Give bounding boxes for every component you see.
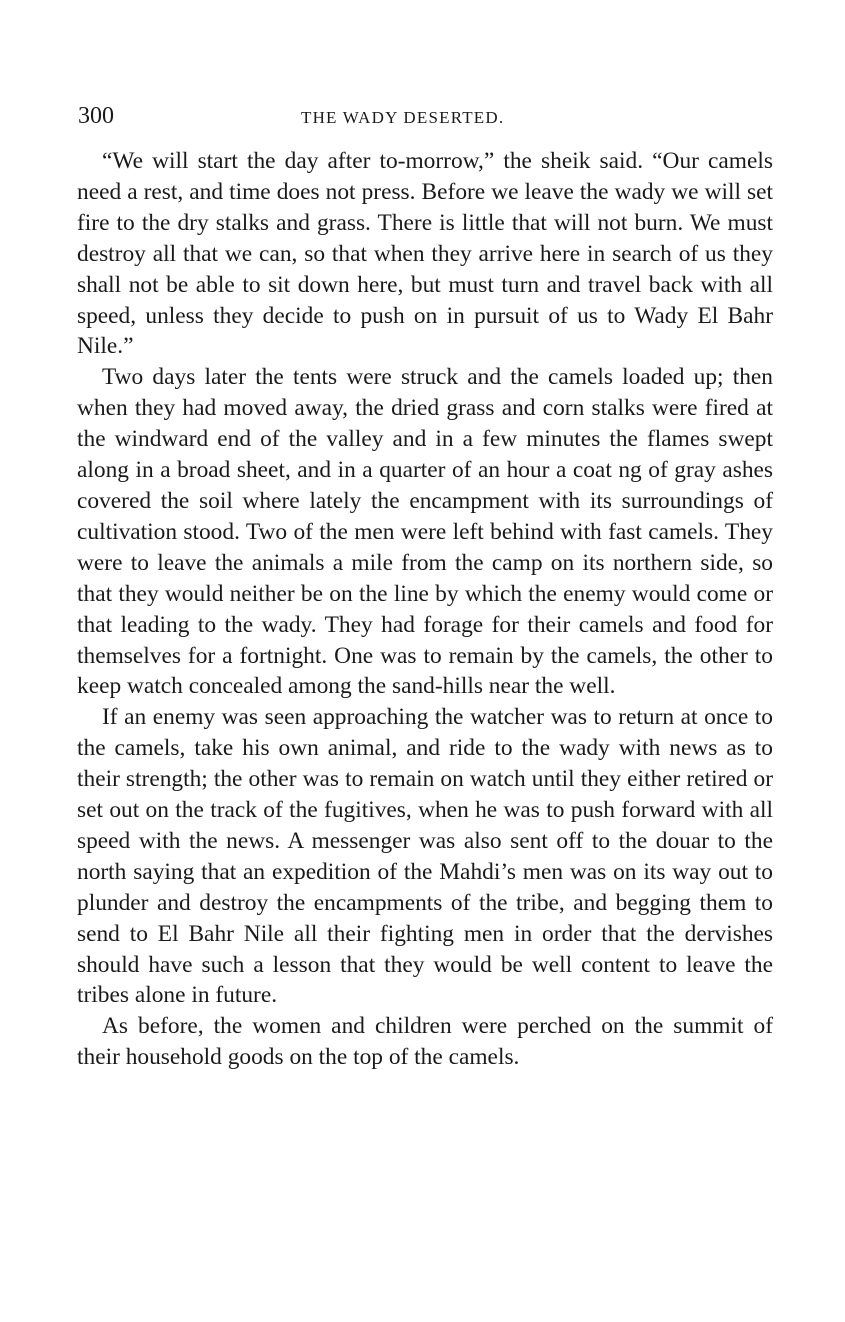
page-number: 300	[78, 103, 114, 129]
paragraph: As before, the women and children were perched on the summit of their household goods on the top of the camels.	[77, 1013, 773, 1071]
paragraph: “We will start the day after to-morrow,” the sheik said. “Our camels need a rest, and time does not press. Before we leave the wady we will set fire to the dry stalks and grass. There is little that will not burn. We must destroy all that we can, so that when they arrive here in search of us they shall not be able to sit down here, but must turn and travel back with all speed, unless they decide to push on in pursuit of us to Wady El Bahr Nile.”	[77, 148, 773, 360]
paragraph: Two days later the tents were struck and the camels loaded up; then when they had moved away, the dried grass and corn stalks were fired at the windward end of the valley and in a few minutes the flames swept along in a broad sheet, and in a quarter of an hour a coat ng of gray ashes covered the soil where lately the encampment with its surroundings of cultivation stood. Two of the men were left behind with fast camels. They were to leave the animals a mile from the camp on its northern side, so that they would neither be on the line by which the enemy would come or that leading to the wady. They had forage for their camels and food for themselves for a fortnight. One was to remain by the camels, the other to keep watch concealed among the sand-hills near the well.	[77, 364, 773, 700]
page-header	[78, 100, 773, 132]
paragraph: If an enemy was seen approaching the watcher was to return at once to the camels, take his own animal, and ride to the wady with news as to their strength; the other was to remain on watch until they either retired or set out on the track of the fugitives, when he was to push forward with all speed with the news. A messenger was also sent off to the douar to the north saying that an expedition of the Mahdi’s men was on its way out to plunder and destroy the encampments of the tribe, and begging them to send to El Bahr Nile all their fighting men in order that the dervishes should have such a lesson that they would be well content to leave the tribes alone in future.	[77, 704, 773, 1009]
body-text	[77, 146, 773, 1073]
running-head: THE WADY DESERTED.	[301, 108, 505, 127]
